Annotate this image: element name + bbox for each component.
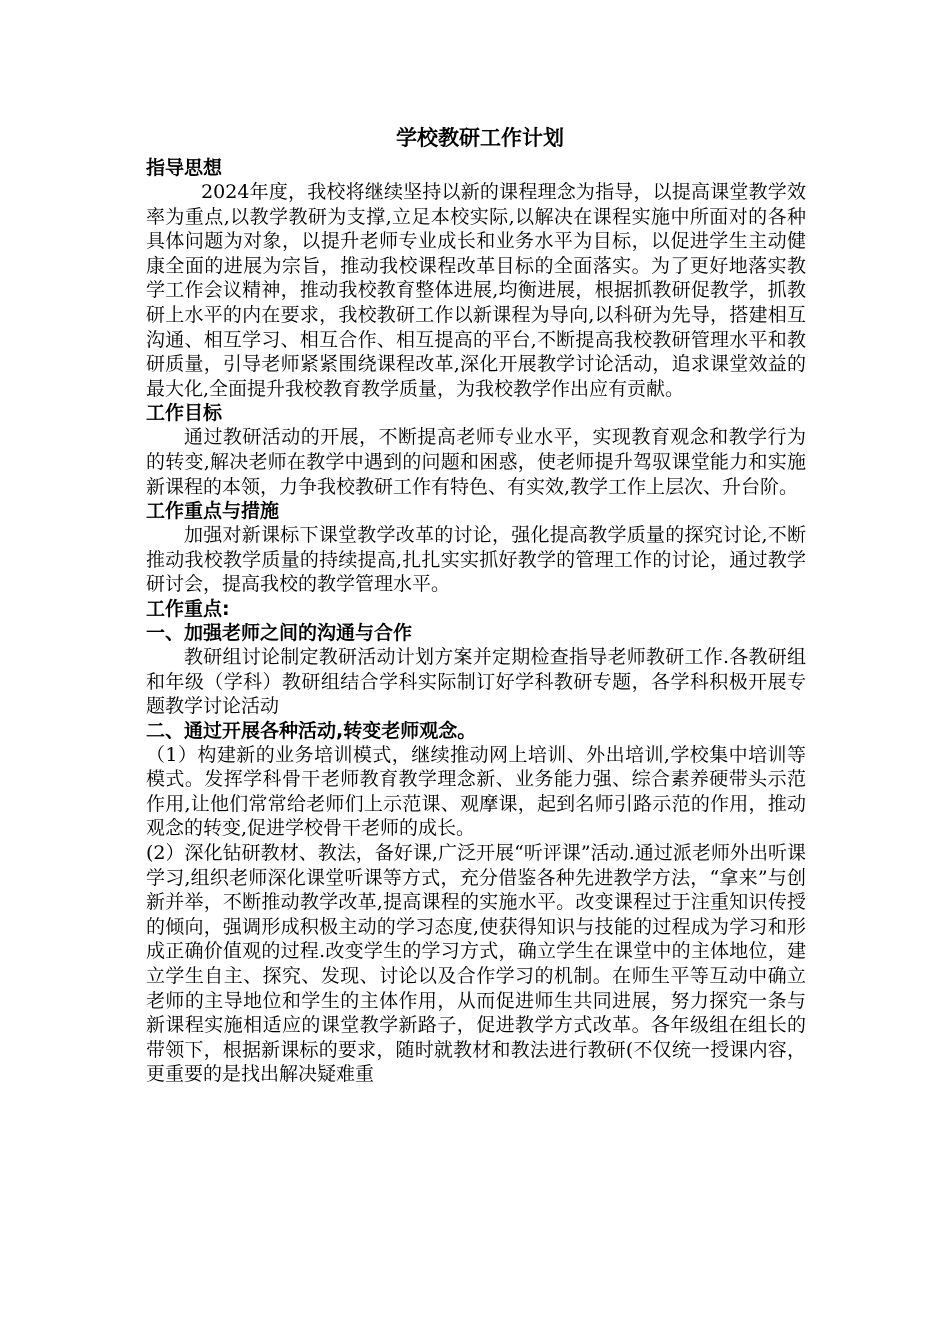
document-page: [146, 120, 806, 1087]
section-heading-work-focus: 工作重点:: [146, 597, 230, 620]
paragraph-focus-and-measures: 加强对新课标下课堂教学改革的讨论，强化提高教学质量的探究讨论,不断推动我校教学质量的持续提高,扎扎实实抓好教学的管理工作的讨论，通过教学研讨会，提高我校的教学管理水平。: [146, 524, 806, 596]
subheading-communication-cooperation: 一、加强老师之间的沟通与合作: [146, 621, 413, 644]
paragraph-item-1-training-model: （1）构建新的业务培训模式，继续推动网上培训、外出培训,学校集中培训等模式。发挥学科骨干老师教育教学理念新、业务能力强、综合素养硬带头示范作用,让他们常常给老师们上示范课、观摩课，起到名师引路示范的作用，推动观念的转变,促进学校骨干老师的成长。: [146, 743, 806, 840]
section-heading-focus-and-measures: 工作重点与措施: [146, 500, 280, 523]
document-title: 学校教研工作计划: [396, 125, 564, 150]
paragraph-guiding-thought: 2024年度，我校将继续坚持以新的课程理念为指导，以提高课堂教学效率为重点,以教学教研为支撑,立足本校实际,以解决在课程实施中所面对的各种具体问题为对象，以提升老师专业成长和业务水平为目标，以促进学生主动健康全面的进展为宗旨，推动我校课程改革目标的全面落实。为了更好地落实教学工作会议精神，推动我校教育整体进展,均衡进展，根据抓教研促教学，抓教研上水平的内在要求，我校教研工作以新课程为导向,以科研为先导，搭建相互沟通、相互学习、相互合作、相互提高的平台,不断提高我校教研管理水平和教研质量，引导老师紧紧围绕课程改革,深化开展教学讨论活动，追求课堂效益的最大化,全面提升我校教育教学质量，为我校教学作出应有贡献。: [146, 181, 806, 400]
paragraph-item-2-lesson-evaluation: (2）深化钻研教材、教法，备好课,广泛开展“听评课”活动.通过派老师外出听课学习,组织老师深化课堂听课等方式，充分借鉴各种先进教学方法，“拿来”与创新并举，不断推动教学改革,提高课程的实施水平。改变课程过于注重知识传授的倾向，强调形成积极主动的学习态度,使获得知识与技能的过程成为学习和形成正确价值观的过程.改变学生的学习方式，确立学生在课堂中的主体地位，建立学生自主、探究、发现、讨论以及合作学习的机制。在师生平等互动中确立老师的主导地位和学生的主体作用，从而促进师生共同进展，努力探究一条与新课程实施相适应的课堂教学新路子，促进教学方式改革。各年级组在组长的带领下，根据新课标的要求，随时就教材和教法进行教研(不仅统一授课内容，更重要的是找出解决疑难重: [146, 842, 806, 1086]
subheading-change-teacher-concepts: 二、通过开展各种活动,转变老师观念。: [146, 719, 477, 742]
paragraph-communication-cooperation: 教研组讨论制定教研活动计划方案并定期检查指导老师教研工作.各教研组和年级（学科）教研组结合学科实际制订好学科教研专题，各学科积极开展专题教学讨论活动: [146, 645, 806, 718]
section-heading-work-goals: 工作目标: [146, 402, 223, 425]
paragraph-work-goals: 通过教研活动的开展，不断提高老师专业水平，实现教育观念和教学行为的转变,解决老师在教学中遇到的问题和困惑，使老师提升驾驭课堂能力和实施新课程的本领，力争我校教研工作有特色、有实效,教学工作上层次、升台阶。: [146, 426, 806, 498]
section-heading-guiding-thought: 指导思想: [146, 157, 223, 179]
